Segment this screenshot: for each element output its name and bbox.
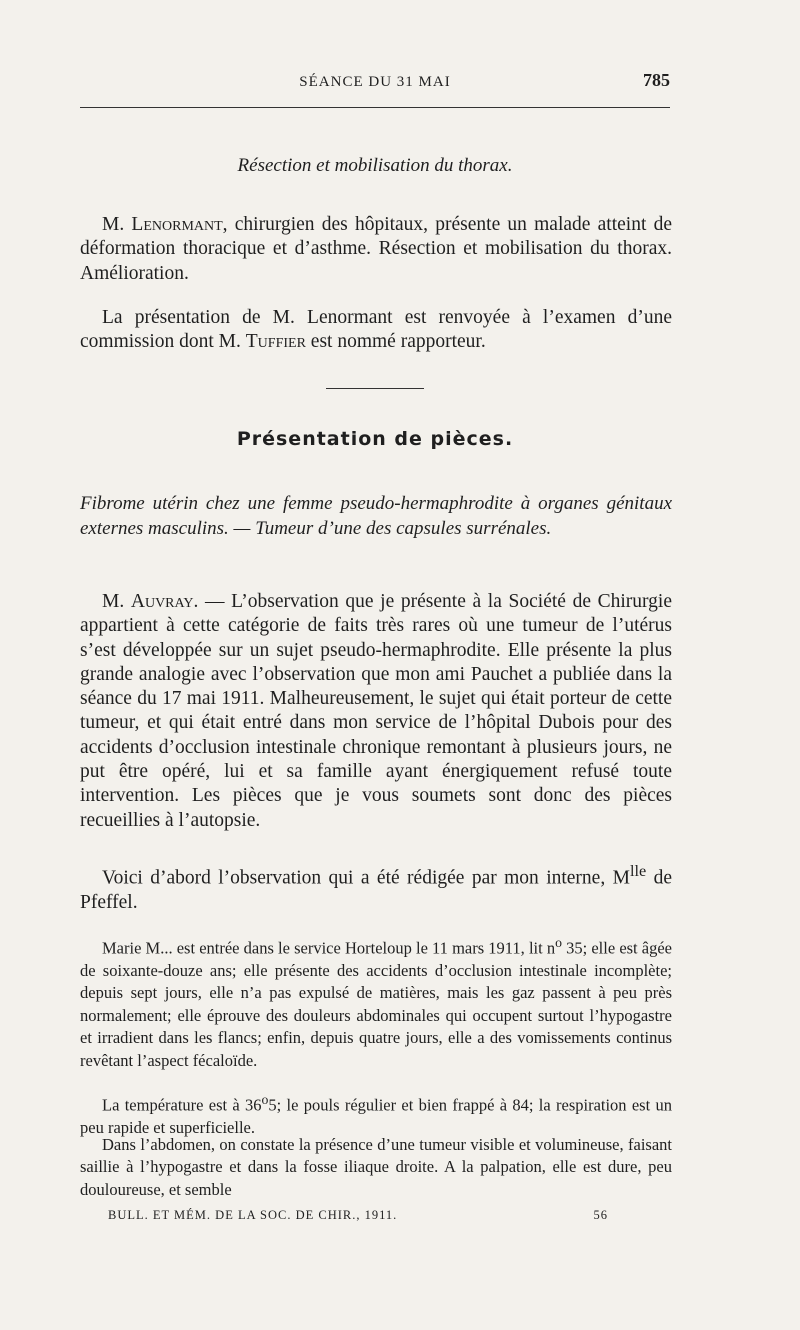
text: M. <box>102 214 132 235</box>
superscript: lle <box>629 862 647 880</box>
section-divider <box>326 388 424 389</box>
text: M. <box>102 591 131 612</box>
text: de Pfeffel. <box>80 867 673 913</box>
text: Voici d’abord l’observation qui a été rédigée par mon interne, M <box>102 867 630 889</box>
text: La température est à 36 <box>102 1095 262 1115</box>
superscript: o <box>555 935 562 950</box>
observation-paragraph-1 <box>80 932 672 1072</box>
observation-paragraph-2 <box>80 1089 672 1139</box>
page-footer <box>80 1208 670 1228</box>
signature-mark: 56 <box>593 1208 608 1222</box>
case-title: Fibrome utérin chez une femme pseudo-hermaphrodite à organes génitaux externes masculins. — Tumeur d’une des capsules surrénales. <box>80 493 672 539</box>
text: , chirurgien des hôpitaux, présente un malade atteint de déformation thoracique et d’asthme. Résection et mobilisation du thorax. Amélioration. <box>80 214 672 284</box>
header-rule <box>80 107 670 108</box>
paragraph-observation-intro <box>80 859 672 915</box>
paragraph-lenormant <box>80 213 672 286</box>
author-name: Auvray <box>130 591 194 612</box>
paragraph-auvray <box>80 590 672 833</box>
author-name: Lenormant <box>131 214 223 235</box>
running-title: SÉANCE DU 31 MAI <box>299 74 451 90</box>
running-header <box>80 70 670 100</box>
rapporteur-name: Tuffier <box>245 331 306 353</box>
superscript: o <box>261 1092 269 1107</box>
section-heading-resection: Résection et mobilisation du thorax. <box>237 155 513 176</box>
text: 5; le pouls régulier et bien frappé à 84; la respiration est un peu rapide et superficielle. <box>80 1095 672 1137</box>
text: Marie M... est entrée dans le service Horteloup le 11 mars 1911, lit n <box>102 938 556 958</box>
journal-reference: BULL. ET MÉM. DE LA SOC. DE CHIR., 1911. <box>108 1208 398 1222</box>
text: 35; elle est âgée de soixante-douze ans; elle présente des accidents d’occlusion intestinale incomplète; depuis sept jours, elle n’a pas expulsé de matières, mais les gaz passent à peu près normalement; elle éprouve des douleurs abdominales qui occupent surtout l’hypogastre et irradient dans les flancs; enfin, depuis quatre jours, elle a des vomissements continus revêtant l’aspect fécaloïde. <box>80 938 673 1070</box>
paragraph-commission <box>80 306 672 355</box>
section-heading-pieces: Présentation de pièces. <box>236 428 514 450</box>
page-number: 785 <box>643 70 670 90</box>
text: est nommé rapporteur. <box>305 331 486 353</box>
observation-paragraph-3: Dans l’abdomen, on constate la présence d’une tumeur visible et volumineuse, faisant saillie à l’hypogastre et dans la fosse iliaque droite. A la palpation, elle est dure, peu douloureuse, et semble <box>80 1135 672 1199</box>
text: . — L’observation que je présente à la Société de Chirurgie appartient à cette catégorie de faits très rares où une tumeur de l’utérus s’est développée sur un sujet pseudo-hermaphrodite. Elle présente la plus grande analogie avec l’observation que mon ami Pauchet a publiée dans la séance du 17 mai 1911. Malheureusement, le sujet qui était porteur de cette tumeur, et qui était entré dans mon service de l’hôpital Dubois pour des accidents d’occlusion intestinale chronique remontant à plusieurs jours, ne put être opéré, lui et sa famille ayant énergiquement refusé toute intervention. Les pièces que je vous soumets sont donc des pièces recueillies à l’autopsie. <box>80 591 673 831</box>
text: La présentation de M. Lenormant est renvoyée à l’examen d’une commission dont M. <box>80 307 672 353</box>
